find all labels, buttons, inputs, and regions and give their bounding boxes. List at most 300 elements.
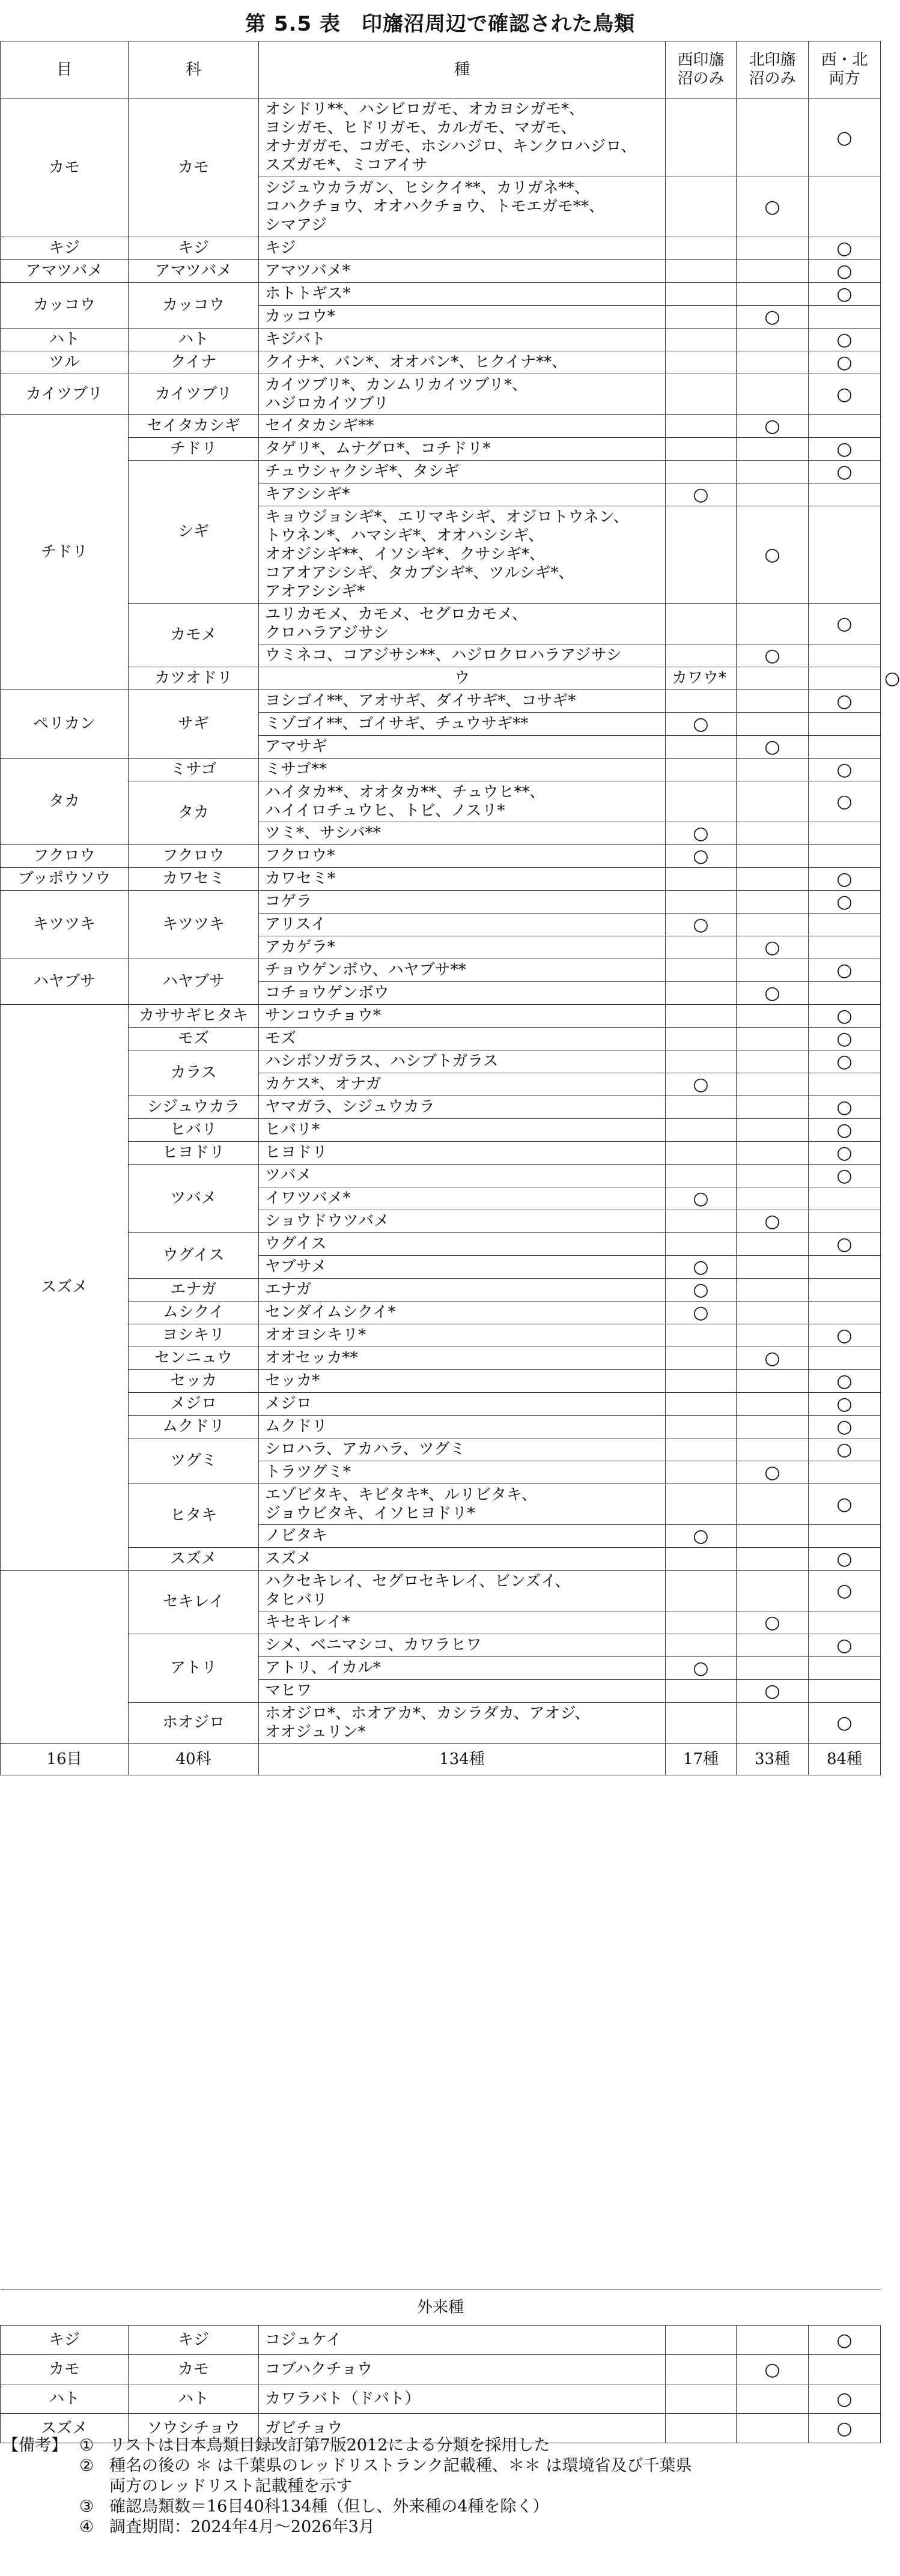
order-cell: ハト: [1, 329, 129, 351]
west-only-cell: [666, 1393, 737, 1416]
species-cell: アマサギ: [259, 736, 666, 759]
both-cell: ○: [809, 351, 881, 374]
header-family: 科: [129, 41, 259, 98]
family-cell: キツツキ: [129, 891, 259, 959]
west-only-cell: [666, 736, 737, 759]
north-only-cell: [737, 329, 809, 351]
table-row: [1, 1634, 881, 1657]
west-only-cell: [666, 2355, 737, 2384]
west-only-cell: [666, 283, 737, 306]
note-item: [2, 2497, 880, 2517]
both-cell: ○: [809, 260, 881, 283]
north-only-cell: [737, 1416, 809, 1438]
family-cell: ウグイス: [129, 1233, 259, 1279]
west-only-cell: [666, 1461, 737, 1484]
north-only-cell: [737, 1005, 809, 1028]
both-cell: [809, 736, 881, 759]
family-cell: ヒバリ: [129, 1119, 259, 1142]
family-cell: エナガ: [129, 1279, 259, 1302]
header-west-only: 西印旛 沼のみ: [666, 41, 737, 98]
table-row: [1, 1302, 881, 1324]
west-only-cell: [666, 1233, 737, 1256]
both-cell: [809, 644, 881, 667]
north-only-cell: [737, 1142, 809, 1165]
species-cell: ヤマガラ、シジュウカラ: [259, 1096, 666, 1119]
both-cell: ○: [809, 1571, 881, 1611]
both-cell: [809, 306, 881, 329]
species-cell: チュウシャクシギ*、タシギ: [259, 461, 666, 483]
table-row: [1, 1142, 881, 1165]
table-row: [1, 438, 881, 461]
west-only-cell: [666, 1416, 737, 1438]
table-row: [1, 1416, 881, 1438]
family-cell: カラス: [129, 1050, 259, 1096]
both-cell: ○: [809, 2326, 881, 2355]
table-row: [1, 237, 881, 260]
species-cell: オシドリ**、ハシビロガモ、オカヨシガモ*、 ヨシガモ、ヒドリガモ、カルガモ、マガモ、 オナガガモ、コガモ、ホシハジロ、キンクロハジロ、 スズガモ*、ミコアイサ: [259, 98, 666, 177]
north-only-cell: ○: [737, 1611, 809, 1634]
north-only-cell: [737, 1119, 809, 1142]
family-cell: ウ: [259, 667, 666, 690]
north-only-cell: ○: [737, 936, 809, 959]
both-cell: ○: [809, 1634, 881, 1657]
west-only-cell: ○: [666, 1187, 737, 1210]
west-only-cell: [666, 1438, 737, 1461]
species-cell: オオヨシキリ*: [259, 1324, 666, 1347]
species-cell: アトリ、イカル*: [259, 1657, 666, 1680]
order-cell: ハト: [1, 2384, 129, 2414]
species-cell: オオセッカ**: [259, 1347, 666, 1370]
north-only-cell: [737, 959, 809, 982]
west-only-cell: [666, 374, 737, 415]
north-only-cell: [737, 237, 809, 260]
west-only-cell: ○: [666, 1073, 737, 1096]
both-cell: ○: [809, 759, 881, 781]
north-only-cell: [737, 1324, 809, 1347]
order-cell: カイツブリ: [1, 374, 129, 415]
north-only-cell: [737, 1233, 809, 1256]
north-only-cell: [737, 1370, 809, 1393]
both-cell: [809, 177, 881, 237]
species-cell: キョウジョシギ*、エリマキシギ、オジロトウネン、 トウネン*、ハマシギ*、オオハシシギ、 オオジシギ**、イソシギ*、クサシギ*、 コアオアシシギ、タカブシギ*、ツルシギ*、 アオアシシギ*: [259, 506, 666, 604]
family-cell: クイナ: [129, 351, 259, 374]
north-only-cell: [737, 1302, 809, 1324]
species-cell: メジロ: [259, 1393, 666, 1416]
table-row: [1, 1096, 881, 1119]
table-row: [1, 845, 881, 868]
family-cell: アトリ: [129, 1634, 259, 1703]
west-only-cell: [666, 260, 737, 283]
header-species: 種: [259, 41, 666, 98]
both-cell: [809, 914, 881, 936]
both-cell: [809, 1210, 881, 1233]
both-cell: ○: [809, 237, 881, 260]
both-cell: [809, 483, 881, 506]
both-cell: ○: [809, 1370, 881, 1393]
west-only-cell: [666, 604, 737, 644]
west-only-cell: [666, 415, 737, 438]
family-cell: カササギヒタキ: [129, 1005, 259, 1028]
note-text: リストは日本鳥類目録改訂第7版2012による分類を採用した: [109, 2436, 550, 2455]
species-cell: シロハラ、アカハラ、ツグミ: [259, 1438, 666, 1461]
species-cell: アマツバメ*: [259, 260, 666, 283]
species-cell: ハイタカ**、オオタカ**、チュウヒ**、 ハイイロチュウヒ、トビ、ノスリ*: [259, 781, 666, 822]
family-cell: カモ: [129, 2355, 259, 2384]
species-cell: モズ: [259, 1028, 666, 1050]
west-only-cell: [666, 1324, 737, 1347]
table-row: [1, 868, 881, 891]
species-cell: シジュウカラガン、ヒシクイ**、カリガネ**、 コハクチョウ、オオハクチョウ、トモエガモ**、 シマアジ: [259, 177, 666, 237]
order-cell: スズメ: [1, 2414, 129, 2443]
both-cell: [809, 1302, 881, 1324]
table-row: [1, 1165, 881, 1187]
note-number: ③: [79, 2497, 94, 2516]
family-cell: セッカ: [129, 1370, 259, 1393]
species-cell: ユリカモメ、カモメ、セグロカモメ、 クロハラアジサシ: [259, 604, 666, 644]
both-cell: ○: [809, 1438, 881, 1461]
species-cell: ノビタキ: [259, 1525, 666, 1548]
species-cell: トラツグミ*: [259, 1461, 666, 1484]
north-only-cell: ○: [737, 306, 809, 329]
species-cell: ウミネコ、コアジサシ**、ハジロクロハラアジサシ: [259, 644, 666, 667]
family-cell: カモメ: [129, 604, 259, 667]
note-number: ①: [79, 2436, 94, 2455]
north-only-cell: [737, 604, 809, 644]
west-only-cell: [737, 667, 809, 690]
table-row: [1, 283, 881, 306]
table-row: [1, 1347, 881, 1370]
west-only-cell: ○: [666, 845, 737, 868]
north-only-cell: [737, 891, 809, 914]
north-only-cell: ○: [737, 506, 809, 604]
family-cell: ハト: [129, 2384, 259, 2414]
order-cell: ペリカン: [1, 690, 129, 759]
both-cell: ○: [809, 1005, 881, 1028]
table-body: [1, 98, 900, 1744]
family-cell: タカ: [129, 781, 259, 845]
family-cell: ソウシチョウ: [129, 2414, 259, 2443]
west-only-cell: [666, 891, 737, 914]
header-row: [1, 41, 881, 98]
north-only-cell: [737, 1703, 809, 1744]
both-cell: ○: [809, 438, 881, 461]
order-cell: カツオドリ: [129, 667, 259, 690]
both-cell: ○: [809, 1484, 881, 1525]
table-row: [1, 690, 881, 713]
both-cell: ○: [809, 781, 881, 822]
west-only-cell: [666, 2326, 737, 2355]
notes-section: [2, 2435, 880, 2538]
table-row: [1, 1703, 881, 1744]
total-species: 134種: [259, 1744, 666, 1775]
table-row: [1, 461, 881, 483]
species-cell: フクロウ*: [259, 845, 666, 868]
order-cell: ブッポウソウ: [1, 868, 129, 891]
note-item: [2, 2517, 880, 2538]
north-only-cell: [737, 374, 809, 415]
species-cell: サンコウチョウ*: [259, 1005, 666, 1028]
west-only-cell: [666, 461, 737, 483]
note-text: 種名の後の ＊ は千葉県のレッドリストランク記載種、＊＊ は環境省及び千葉県 両方のレッドリスト記載種を示す: [109, 2456, 692, 2496]
north-only-cell: [737, 438, 809, 461]
north-only-cell: [737, 283, 809, 306]
species-cell: タゲリ*、ムナグロ*、コチドリ*: [259, 438, 666, 461]
north-only-cell: [737, 1279, 809, 1302]
both-cell: ○: [809, 868, 881, 891]
order-cell: フクロウ: [1, 845, 129, 868]
species-cell: カッコウ*: [259, 306, 666, 329]
north-only-cell: [737, 1050, 809, 1073]
order-cell: スズメ: [1, 1005, 129, 1571]
table-row: [1, 781, 881, 822]
family-cell: ハヤブサ: [129, 959, 259, 1005]
order-cell: キジ: [1, 2326, 129, 2355]
table-row: [1, 351, 881, 374]
table-row: [1, 1050, 881, 1073]
west-only-cell: [666, 1548, 737, 1571]
west-only-cell: ○: [666, 1525, 737, 1548]
family-cell: ムシクイ: [129, 1302, 259, 1324]
north-only-cell: [737, 483, 809, 506]
both-cell: ○: [809, 1119, 881, 1142]
west-only-cell: [666, 177, 737, 237]
table-row: [1, 329, 881, 351]
order-cell: カモ: [1, 98, 129, 237]
total-families: 40科: [129, 1744, 259, 1775]
table-row: [1, 1571, 881, 1611]
north-only-cell: [737, 1525, 809, 1548]
both-cell: ○: [809, 1165, 881, 1187]
total-orders: 16目: [1, 1744, 129, 1775]
west-only-cell: [666, 1347, 737, 1370]
species-cell: セイタカシギ**: [259, 415, 666, 438]
west-only-cell: [666, 1165, 737, 1187]
north-only-cell: [737, 260, 809, 283]
north-only-cell: ○: [737, 1680, 809, 1703]
note-number: ②: [79, 2456, 94, 2475]
family-cell: メジロ: [129, 1393, 259, 1416]
west-only-cell: [666, 959, 737, 982]
family-cell: ハト: [129, 329, 259, 351]
species-cell: ホトトギス*: [259, 283, 666, 306]
west-only-cell: ○: [666, 1256, 737, 1279]
table-row: [1, 1028, 881, 1050]
both-cell: ○: [809, 604, 881, 644]
west-only-cell: ○: [666, 1657, 737, 1680]
family-cell: シギ: [129, 461, 259, 604]
both-cell: [809, 1657, 881, 1680]
north-only-cell: [737, 1484, 809, 1525]
order-cell: ハヤブサ: [1, 959, 129, 1005]
species-cell: キアシシギ*: [259, 483, 666, 506]
both-cell: [809, 506, 881, 604]
both-cell: [809, 1073, 881, 1096]
note-number: ④: [79, 2518, 94, 2536]
alien-heading-row: [1, 2290, 881, 2326]
both-cell: ○: [809, 283, 881, 306]
family-cell: セイタカシギ: [129, 415, 259, 438]
north-only-cell: ○: [737, 2355, 809, 2384]
family-cell: ムクドリ: [129, 1416, 259, 1438]
alien-table-body: [1, 2290, 881, 2443]
table-row: [1, 98, 881, 177]
table-row: [1, 1119, 881, 1142]
both-cell: [809, 936, 881, 959]
north-only-cell: [737, 914, 809, 936]
notes-label: 【備考】: [2, 2436, 67, 2455]
west-only-cell: [666, 1050, 737, 1073]
both-cell: ○: [809, 1028, 881, 1050]
both-cell: ○: [809, 1703, 881, 1744]
west-only-cell: ○: [666, 822, 737, 845]
species-cell: エナガ: [259, 1279, 666, 1302]
north-only-cell: [737, 1028, 809, 1050]
table-row: [1, 1370, 881, 1393]
both-cell: ○: [809, 891, 881, 914]
both-cell: [809, 982, 881, 1005]
species-cell: ガビチョウ: [259, 2414, 666, 2443]
family-cell: セキレイ: [129, 1571, 259, 1634]
species-cell: コジュケイ: [259, 2326, 666, 2355]
both-cell: [809, 1279, 881, 1302]
west-only-cell: [666, 1680, 737, 1703]
west-only-cell: ○: [666, 1302, 737, 1324]
north-only-cell: [737, 822, 809, 845]
both-cell: [809, 1347, 881, 1370]
west-only-cell: [666, 1370, 737, 1393]
west-only-cell: [666, 329, 737, 351]
total-west-only: 17種: [666, 1744, 737, 1775]
order-cell: カモ: [1, 2355, 129, 2384]
table-row: [1, 1548, 881, 1571]
both-cell: [809, 1461, 881, 1484]
both-cell: ○: [809, 959, 881, 982]
west-only-cell: [666, 982, 737, 1005]
both-cell: [809, 1525, 881, 1548]
species-cell: ヒバリ*: [259, 1119, 666, 1142]
table-row: [1, 759, 881, 781]
order-cell: アマツバメ: [1, 260, 129, 283]
north-only-cell: [737, 461, 809, 483]
family-cell: カイツブリ: [129, 374, 259, 415]
west-only-cell: [666, 98, 737, 177]
table-row: [1, 891, 881, 914]
species-cell: チョウゲンボウ、ハヤブサ**: [259, 959, 666, 982]
species-cell: ハシボソガラス、ハシブトガラス: [259, 1050, 666, 1073]
north-only-cell: ○: [737, 644, 809, 667]
table-row: [1, 1005, 881, 1028]
family-cell: キジ: [129, 2326, 259, 2355]
west-only-cell: [666, 644, 737, 667]
alien-row: [1, 2384, 881, 2414]
both-cell: ○: [809, 1050, 881, 1073]
species-cell: カワウ*: [666, 667, 737, 690]
order-cell: チドリ: [1, 415, 129, 690]
family-cell: サギ: [129, 690, 259, 759]
west-only-cell: [666, 351, 737, 374]
alien-species-table: [0, 2290, 881, 2443]
species-cell: マヒワ: [259, 1680, 666, 1703]
family-cell: ツグミ: [129, 1438, 259, 1484]
both-cell: ○: [809, 1416, 881, 1438]
species-cell: ミサゴ**: [259, 759, 666, 781]
note-text: 確認鳥類数＝16目40科134種（但し、外来種の4種を除く）: [109, 2497, 549, 2516]
note-text: 調査期間：2024年4月～2026年3月: [109, 2518, 375, 2536]
family-cell: スズメ: [129, 1548, 259, 1571]
both-cell: ○: [809, 461, 881, 483]
both-cell: [809, 1611, 881, 1634]
total-north-only: 33種: [737, 1744, 809, 1775]
species-cell: ヨシゴイ**、アオサギ、ダイサギ*、コサギ*: [259, 690, 666, 713]
north-only-cell: [737, 1657, 809, 1680]
both-cell: ○: [809, 1548, 881, 1571]
table-row: [1, 260, 881, 283]
west-only-cell: [666, 237, 737, 260]
north-only-cell: ○: [737, 177, 809, 237]
north-only-cell: [737, 1073, 809, 1096]
header-order: 目: [1, 41, 129, 98]
page-title: 第 5.5 表 印旛沼周辺で確認された鳥類: [245, 12, 635, 36]
table-row: [1, 604, 881, 644]
family-cell: キジ: [129, 237, 259, 260]
both-cell: [809, 845, 881, 868]
both-cell: ○: [809, 1142, 881, 1165]
west-only-cell: [666, 690, 737, 713]
order-cell: [1, 1571, 129, 1744]
header-both: 西・北 両方: [809, 41, 881, 98]
species-cell: ツミ*、サシバ**: [259, 822, 666, 845]
species-cell: エゾビタキ、キビタキ*、ルリビタキ、 ジョウビタキ、イソヒヨドリ*: [259, 1484, 666, 1525]
total-both: 84種: [809, 1744, 881, 1775]
table-row: [1, 1393, 881, 1416]
species-cell: イワツバメ*: [259, 1187, 666, 1210]
species-cell: キジ: [259, 237, 666, 260]
north-only-cell: ○: [737, 736, 809, 759]
species-cell: ツバメ: [259, 1165, 666, 1187]
totals-row: [1, 1744, 881, 1775]
both-cell: ○: [809, 98, 881, 177]
north-only-cell: [737, 2384, 809, 2414]
west-only-cell: [666, 868, 737, 891]
north-only-cell: [737, 845, 809, 868]
table-row: [1, 1279, 881, 1302]
both-cell: ○: [809, 329, 881, 351]
species-cell: ウグイス: [259, 1233, 666, 1256]
both-cell: [809, 1187, 881, 1210]
species-cell: ムクドリ: [259, 1416, 666, 1438]
species-cell: ヒヨドリ: [259, 1142, 666, 1165]
species-cell: ホオジロ*、ホオアカ*、カシラダカ、アオジ、 オオジュリン*: [259, 1703, 666, 1744]
species-cell: コチョウゲンボウ: [259, 982, 666, 1005]
species-cell: センダイムシクイ*: [259, 1302, 666, 1324]
west-only-cell: [666, 1210, 737, 1233]
species-cell: アリスイ: [259, 914, 666, 936]
north-only-cell: [737, 1634, 809, 1657]
north-only-cell: [737, 1438, 809, 1461]
north-only-cell: ○: [737, 1210, 809, 1233]
north-only-cell: [737, 1096, 809, 1119]
both-cell: [809, 1680, 881, 1703]
species-cell: カケス*、オナガ: [259, 1073, 666, 1096]
both-cell: ○: [809, 690, 881, 713]
west-only-cell: [666, 759, 737, 781]
family-cell: カワセミ: [129, 868, 259, 891]
west-only-cell: ○: [666, 914, 737, 936]
west-only-cell: [666, 1571, 737, 1611]
species-cell: アカゲラ*: [259, 936, 666, 959]
both-cell: [809, 713, 881, 736]
family-cell: ツバメ: [129, 1165, 259, 1233]
